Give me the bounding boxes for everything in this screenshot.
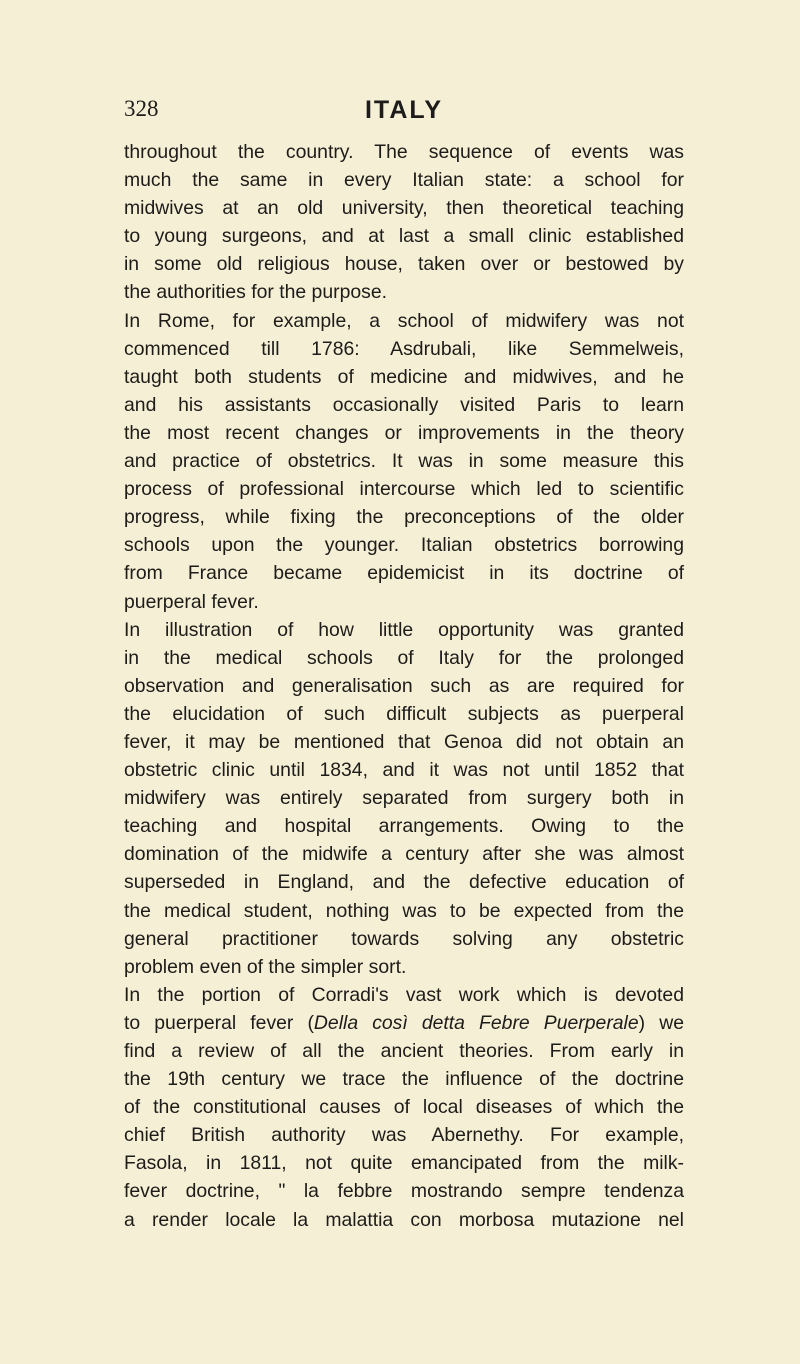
text-line: taught both students of medicine and midwives, and he — [124, 365, 684, 388]
text-line: throughout the country. The sequence of events was — [124, 141, 684, 163]
text-line: fever doctrine, " la febbre mostrando sempre tendenza — [124, 1180, 684, 1203]
italic-title: Della così detta Febre Puerperale — [313, 1011, 639, 1034]
text-line: schools upon the younger. Italian obstetrics borrowing — [124, 534, 684, 557]
text-fragment: to puerperal fever ( — [124, 1011, 314, 1034]
text-line: midwifery was entirely separated from surgery both in — [124, 787, 684, 810]
text-line: to young surgeons, and at last a small clinic established — [124, 225, 684, 248]
text-line: domination of the midwife a century after she was almost — [124, 843, 684, 866]
page-number: 328 — [124, 96, 159, 121]
text-line: the 19th century we trace the influence of the doctrine — [124, 1068, 684, 1091]
text-line: fever, it may be mentioned that Genoa did not obtain an — [124, 730, 684, 753]
text-line: In illustration of how little opportunity was granted — [124, 618, 684, 641]
text-line: In Rome, for example, a school of midwifery was not — [124, 309, 684, 332]
page-header — [124, 96, 684, 136]
text-line: Fasola, in 1811, not quite emancipated from the milk- — [124, 1152, 684, 1175]
text-fragment: ) we — [638, 1011, 684, 1034]
text-line: progress, while fixing the preconceptions of the older — [124, 506, 684, 529]
text-line: a render locale la malattia con morbosa mutazione nel — [124, 1208, 684, 1231]
text-line — [124, 1009, 684, 1037]
text-line: In the portion of Corradi's vast work which is devoted — [124, 983, 684, 1006]
text-line: and practice of obstetrics. It was in some measure this — [124, 450, 684, 473]
text-line: of the constitutional causes of local diseases of which the — [124, 1096, 684, 1119]
text-line: the medical student, nothing was to be expected from the — [124, 899, 684, 922]
text-line: superseded in England, and the defective education of — [124, 871, 684, 894]
text-line: find a review of all the ancient theories. From early in — [124, 1040, 684, 1062]
text-line: and his assistants occasionally visited Paris to learn — [124, 393, 684, 416]
text-line: much the same in every Italian state: a school for — [124, 169, 684, 192]
text-line: from France became epidemicist in its doctrine of — [124, 562, 684, 585]
text-line: teaching and hospital arrangements. Owing to the — [124, 815, 684, 838]
text-line: process of professional intercourse which led to scientific — [124, 478, 684, 501]
text-line: chief British authority was Abernethy. For example, — [124, 1124, 684, 1147]
text-line: the authorities for the purpose. — [124, 281, 388, 304]
text-line: general practitioner towards solving any obstetric — [124, 927, 684, 950]
text-line: commenced till 1786: Asdrubali, like Semmelweis, — [124, 337, 684, 360]
text-line: midwives at an old university, then theoretical teaching — [124, 197, 684, 220]
text-line: in some old religious house, taken over or bestowed by — [124, 253, 684, 276]
text-line: problem even of the simpler sort. — [124, 955, 407, 978]
text-line: obstetric clinic until 1834, and it was not until 1852 that — [124, 759, 684, 782]
running-title: ITALY — [364, 96, 444, 124]
text-line: in the medical schools of Italy for the prolonged — [124, 646, 684, 669]
text-line: the most recent changes or improvements in the theory — [124, 421, 684, 444]
text-line: the elucidation of such difficult subjects as puerperal — [124, 702, 684, 725]
text-line: puerperal fever. — [124, 590, 259, 613]
text-line: observation and generalisation such as are required for — [124, 674, 684, 697]
body-text — [124, 138, 684, 1234]
